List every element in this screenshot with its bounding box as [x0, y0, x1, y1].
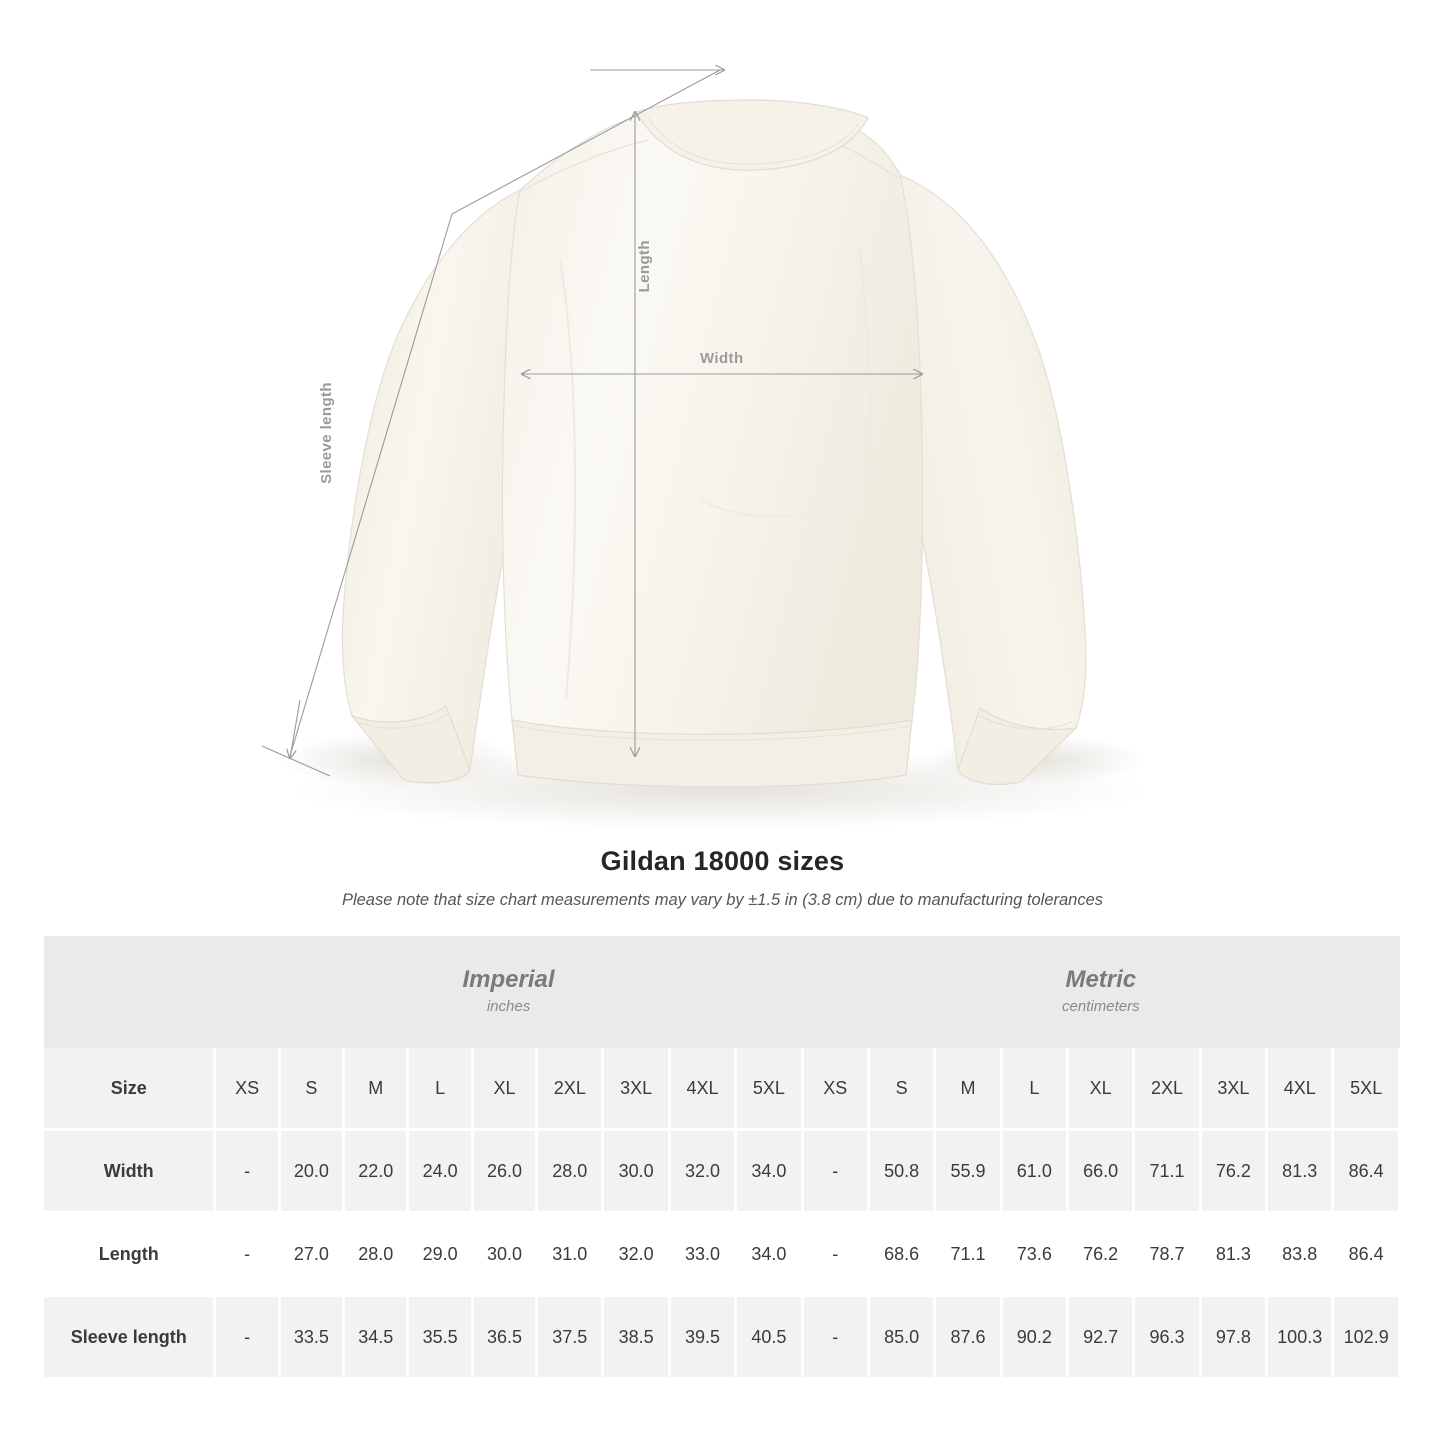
length-metric-l: 73.6 [1001, 1213, 1067, 1296]
sleeve-metric-l: 90.2 [1001, 1296, 1067, 1378]
width-imperial-xs: - [215, 1130, 279, 1213]
width-imperial-l: 24.0 [408, 1130, 472, 1213]
width-imperial-4xl: 32.0 [669, 1130, 735, 1213]
row-label-width: Width [44, 1130, 215, 1213]
width-metric-2xl: 71.1 [1134, 1130, 1200, 1213]
size-header-imperial-m: M [344, 1048, 408, 1130]
width-metric-5xl: 86.4 [1333, 1130, 1400, 1213]
sleeve-metric-3xl: 97.8 [1200, 1296, 1266, 1378]
sleeve-metric-xl: 92.7 [1068, 1296, 1134, 1378]
width-metric-m: 55.9 [935, 1130, 1001, 1213]
length-imperial-l: 29.0 [408, 1213, 472, 1296]
length-metric-3xl: 81.3 [1200, 1213, 1266, 1296]
width-metric-l: 61.0 [1001, 1130, 1067, 1213]
length-imperial-2xl: 31.0 [537, 1213, 603, 1296]
size-header-imperial-2xl: 2XL [537, 1048, 603, 1130]
table-row [44, 1296, 1400, 1378]
size-header-metric-l: L [1001, 1048, 1067, 1130]
size-header-metric-xs: XS [802, 1048, 868, 1130]
sleeve-imperial-5xl: 40.5 [736, 1296, 802, 1378]
sleeve-metric-m: 87.6 [935, 1296, 1001, 1378]
size-header-imperial-4xl: 4XL [669, 1048, 735, 1130]
size-header-metric-4xl: 4XL [1267, 1048, 1333, 1130]
size-header-metric-2xl: 2XL [1134, 1048, 1200, 1130]
size-header-metric-5xl: 5XL [1333, 1048, 1400, 1130]
size-header-imperial-3xl: 3XL [603, 1048, 669, 1130]
length-metric-4xl: 83.8 [1267, 1213, 1333, 1296]
table-row [44, 1213, 1400, 1296]
length-dimension-label: Length [636, 240, 653, 293]
page-title: Gildan 18000 sizes [600, 846, 845, 876]
width-metric-3xl: 76.2 [1200, 1130, 1266, 1213]
row-label-length: Length [44, 1213, 215, 1296]
sleeve-imperial-s: 33.5 [279, 1296, 343, 1378]
size-header-metric-m: M [935, 1048, 1001, 1130]
imperial-unit-sub: inches [486, 998, 531, 1015]
size-header-imperial-xs: XS [215, 1048, 279, 1130]
length-imperial-xl: 30.0 [472, 1213, 536, 1296]
metric-unit-name: Metric [1065, 966, 1137, 993]
metric-unit-cell [802, 936, 1399, 1048]
size-header-metric-xl: XL [1068, 1048, 1134, 1130]
length-metric-xl: 76.2 [1068, 1213, 1134, 1296]
length-metric-5xl: 86.4 [1333, 1213, 1400, 1296]
length-imperial-xs: - [215, 1213, 279, 1296]
tolerance-note: Please note that size chart measurements may vary by ±1.5 in (3.8 cm) due to manufacturing tolerances [341, 891, 1104, 909]
size-table [44, 936, 1401, 1377]
row-label-sleeve-length: Sleeve length [44, 1296, 215, 1378]
length-imperial-5xl: 34.0 [736, 1213, 802, 1296]
sleeve-length-dimension-label: Sleeve length [318, 382, 335, 484]
length-metric-xs: - [802, 1213, 868, 1296]
length-metric-2xl: 78.7 [1134, 1213, 1200, 1296]
sleeve-metric-4xl: 100.3 [1267, 1296, 1333, 1378]
length-metric-m: 71.1 [935, 1213, 1001, 1296]
width-metric-s: 50.8 [868, 1130, 934, 1213]
length-imperial-m: 28.0 [344, 1213, 408, 1296]
table-row [44, 1130, 1400, 1213]
sleeve-metric-s: 85.0 [868, 1296, 934, 1378]
width-dimension-label: Width [700, 350, 744, 367]
width-imperial-2xl: 28.0 [537, 1130, 603, 1213]
size-header-imperial-s: S [279, 1048, 343, 1130]
imperial-unit-cell [215, 936, 802, 1048]
width-imperial-s: 20.0 [279, 1130, 343, 1213]
length-metric-s: 68.6 [868, 1213, 934, 1296]
sleeve-imperial-4xl: 39.5 [669, 1296, 735, 1378]
size-header-row [44, 1048, 1400, 1130]
sleeve-imperial-3xl: 38.5 [603, 1296, 669, 1378]
imperial-unit-name: Imperial [462, 966, 555, 993]
size-header-imperial-xl: XL [472, 1048, 536, 1130]
size-header-label: Size [44, 1048, 215, 1130]
sleeve-imperial-2xl: 37.5 [537, 1296, 603, 1378]
length-imperial-3xl: 32.0 [603, 1213, 669, 1296]
width-imperial-3xl: 30.0 [603, 1130, 669, 1213]
sleeve-imperial-xl: 36.5 [472, 1296, 536, 1378]
title-block [0, 846, 1445, 910]
sleeve-imperial-l: 35.5 [408, 1296, 472, 1378]
unit-header-row [44, 936, 1400, 1048]
sleeve-metric-2xl: 96.3 [1134, 1296, 1200, 1378]
unit-spacer-cell [44, 936, 215, 1048]
sleeve-imperial-m: 34.5 [344, 1296, 408, 1378]
width-metric-xl: 66.0 [1068, 1130, 1134, 1213]
sleeve-metric-xs: - [802, 1296, 868, 1378]
size-table-container [0, 936, 1445, 1377]
width-imperial-xl: 26.0 [472, 1130, 536, 1213]
length-imperial-s: 27.0 [279, 1213, 343, 1296]
width-metric-xs: - [802, 1130, 868, 1213]
width-imperial-m: 22.0 [344, 1130, 408, 1213]
width-metric-4xl: 81.3 [1267, 1130, 1333, 1213]
length-imperial-4xl: 33.0 [669, 1213, 735, 1296]
size-header-metric-s: S [868, 1048, 934, 1130]
sleeve-imperial-xs: - [215, 1296, 279, 1378]
size-header-imperial-5xl: 5XL [736, 1048, 802, 1130]
sleeve-metric-5xl: 102.9 [1333, 1296, 1400, 1378]
metric-unit-sub: centimeters [1062, 998, 1140, 1015]
size-header-metric-3xl: 3XL [1200, 1048, 1266, 1130]
width-imperial-5xl: 34.0 [736, 1130, 802, 1213]
size-header-imperial-l: L [408, 1048, 472, 1130]
